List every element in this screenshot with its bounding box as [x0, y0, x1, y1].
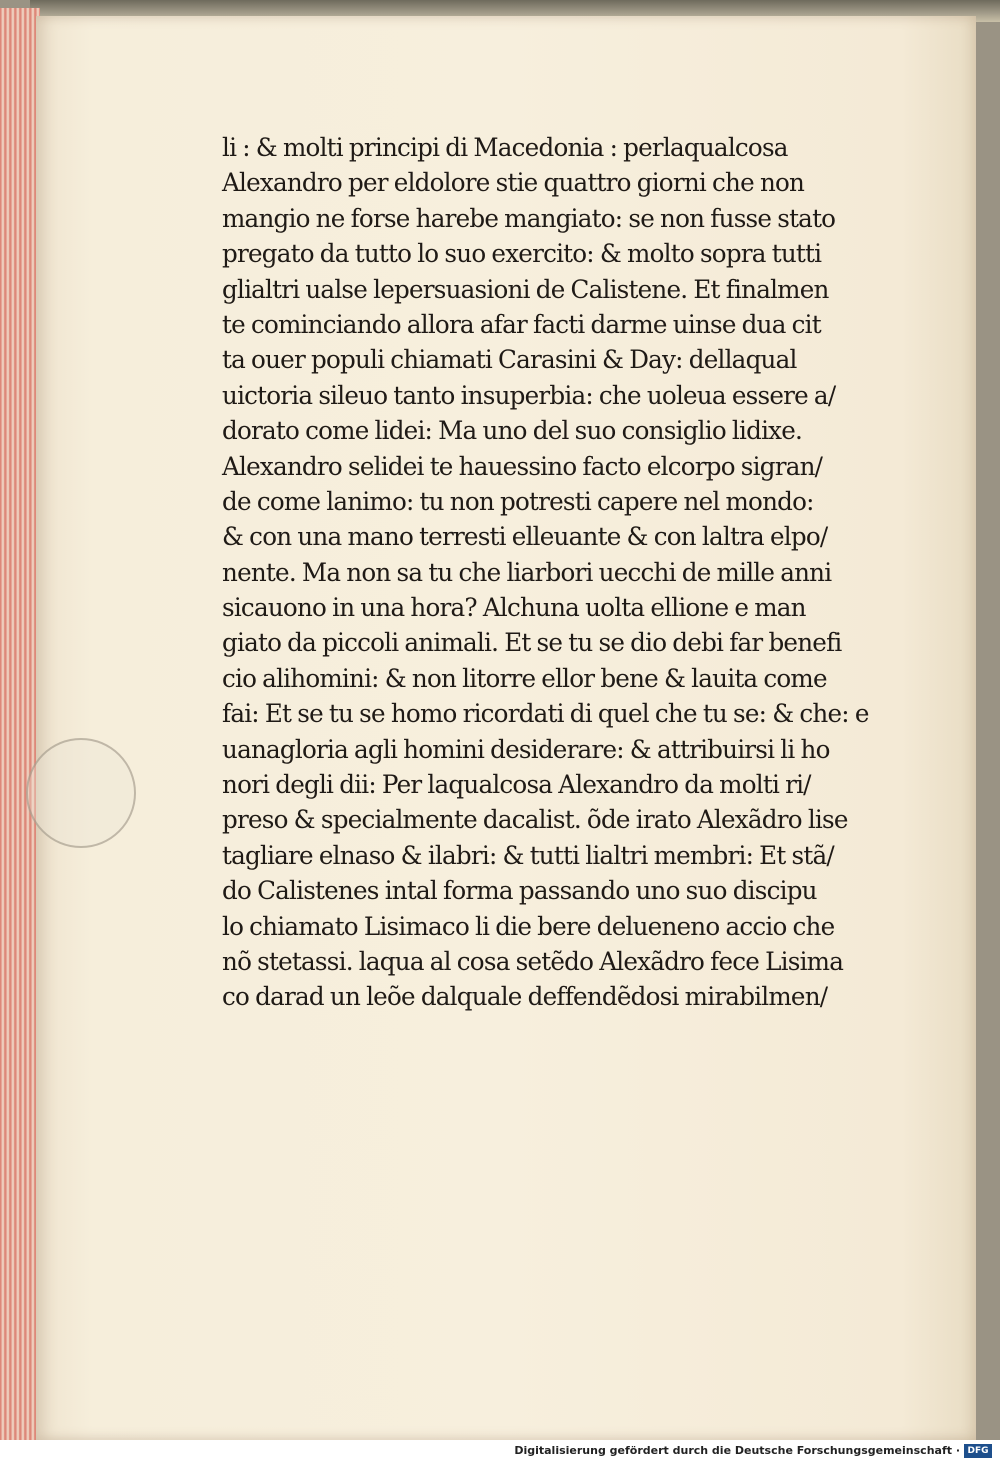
- text-line: Alexandro per eldolore stie quattro giorni che non: [222, 168, 805, 198]
- page-text: [222, 130, 882, 1015]
- dfg-logo: DFG: [964, 1444, 992, 1458]
- text-line: do Calistenes intal forma passando uno suo discipu: [222, 876, 817, 906]
- text-line: uanagloria agli homini desiderare: & attribuirsi li ho: [222, 734, 830, 764]
- text-line: lo chiamato Lisimaco li die bere deluenenо accio che: [222, 911, 835, 941]
- text-line: preso & specialmente dacalist. õde irato Alexãdro lise: [222, 805, 848, 835]
- text-line: pregato da tutto lo suo exercito: & molto sopra tutti: [222, 239, 822, 269]
- text-line: giato da piccoli animali. Et se tu se dio debi far benefi: [222, 628, 842, 658]
- text-line: li : & molti principi di Macedonia : perlaqualcosa: [222, 133, 788, 162]
- text-line: uictoria sileuo tanto insuperbia: che uoleua essere a/: [222, 380, 836, 410]
- text-line: fai: Et se tu se homo ricordati di quel che tu se: & che: e: [222, 699, 869, 729]
- text-line: co darad un leõe dalquale deffendẽdosi mirabilmen/: [222, 982, 828, 1012]
- text-line: dorato come lidei: Ma uno del suo consiglio lidixe.: [222, 416, 803, 446]
- text-line: glialtri ualse lepersuasioni de Calistene. Et finalmen: [222, 274, 829, 304]
- text-line: Alexandro selidei te hauessino facto elcorpo sigran/: [222, 451, 823, 481]
- text-line: nente. Ma non sa tu che liarbori uecchi de mille anni: [222, 557, 832, 587]
- text-line: mangio ne forse harebe mangiato: se non fusse stato: [222, 203, 836, 233]
- text-line: nori degli dii: Per laqualcosa Alexandro da molti ri/: [222, 770, 811, 800]
- text-line: sicauono in una hora? Alchuna uolta ellione e man: [222, 593, 806, 623]
- footer-bar: [0, 1440, 1000, 1463]
- text-line: ta ouer populi chiamati Carasini & Day: dellaqual: [222, 345, 797, 375]
- page-edges-stack: [0, 8, 40, 1440]
- text-line: cio alihomini: & non litorre ellor bene & lauita come: [222, 663, 827, 693]
- text-line: & con una mano terresti elleuante & con laltra elpo/: [222, 522, 828, 552]
- text-line: nõ stetassi. laqua al cosa setẽdo Alexãdro fece Lisima: [222, 946, 844, 976]
- text-line: te cominciando allora afar facti darme uinse dua cit: [222, 309, 821, 339]
- page-tab-mark: [26, 738, 136, 848]
- text-line: tagliare elnaso & ilabri: & tutti lialtri membri: Et stã/: [222, 840, 834, 870]
- funding-credit: Digitalisierung gefördert durch die Deutsche Forschungsgemeinschaft ·: [514, 1444, 960, 1457]
- text-line: de come lanimo: tu non potresti capere nel mondo:: [222, 486, 814, 516]
